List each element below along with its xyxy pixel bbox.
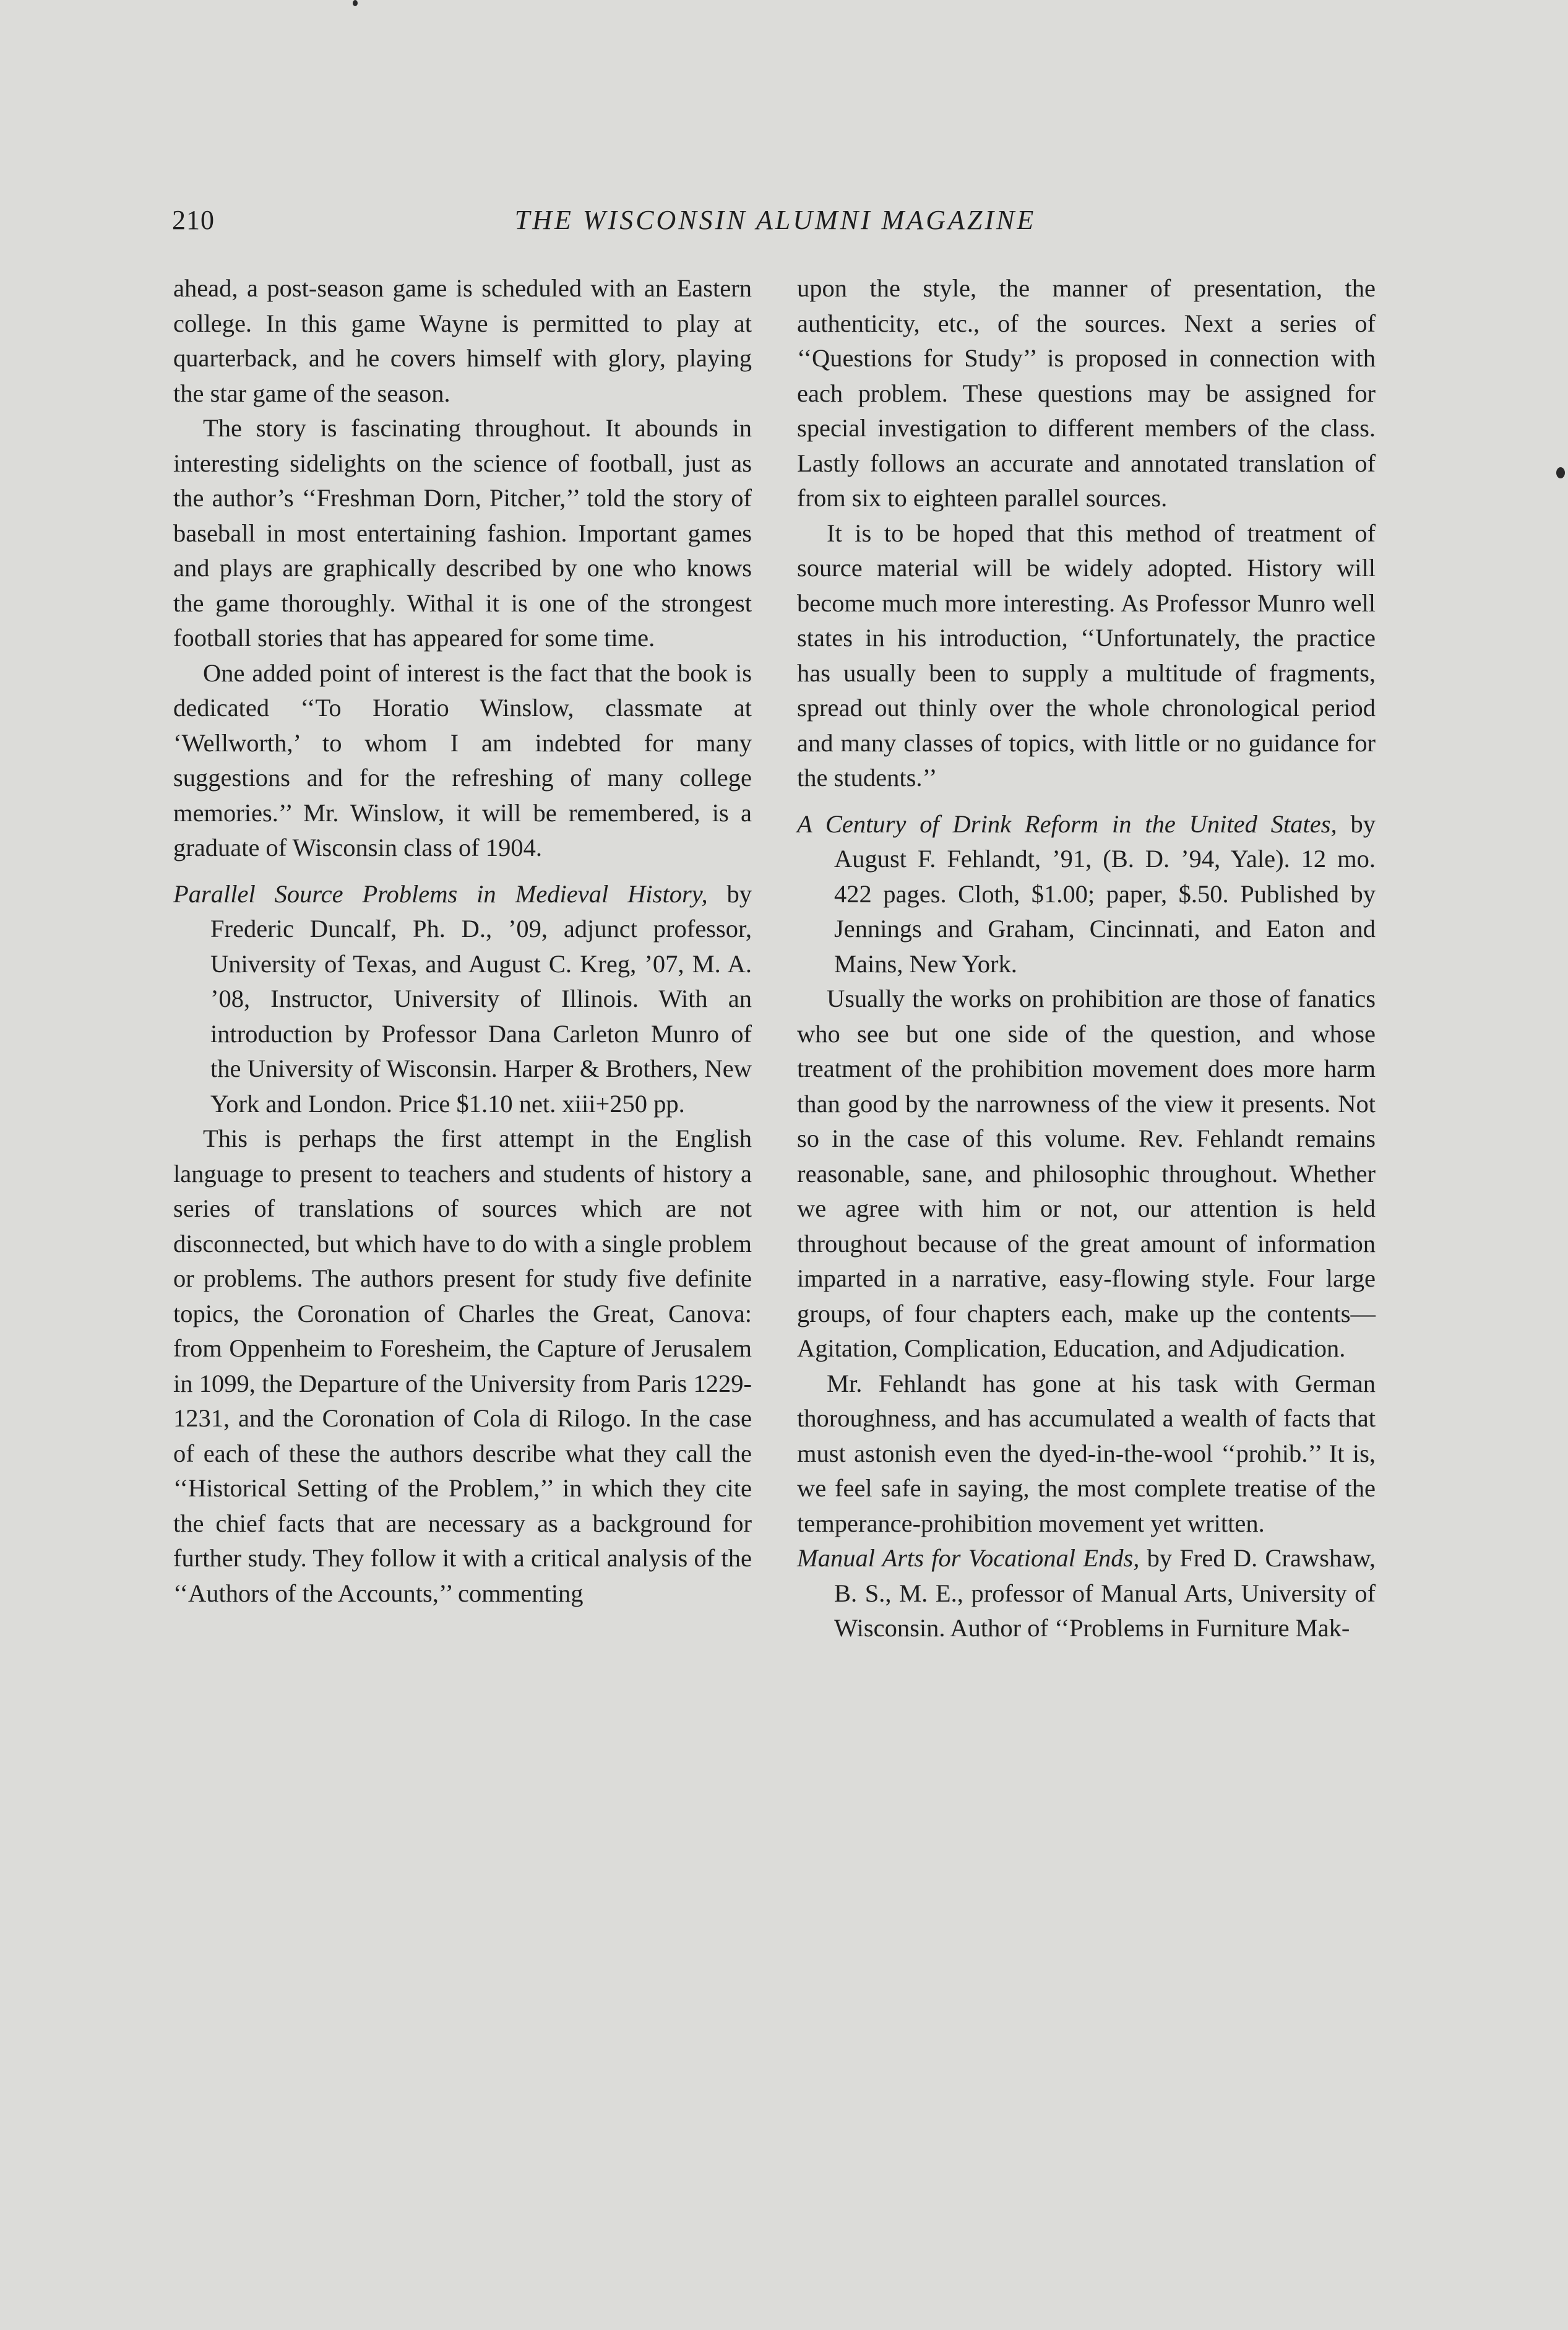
review-paragraph: The story is fascinating throughout. It abounds in interesting sidelights on the science of football, just as the author’s ‘‘Freshman Dorn, Pitcher,’’ told the story of baseball in most entertaining fashion. Important games and plays are graphically described by one who knows the game thoroughly. Withal it is one of the strongest football stories that has appeared for some time. bbox=[173, 414, 752, 652]
page-number: 210 bbox=[172, 205, 215, 235]
book-title: Manual Arts for Vocational Ends, bbox=[797, 1544, 1140, 1572]
book-entry-parallel-source-problems bbox=[173, 877, 752, 1122]
review-paragraph: This is perhaps the first attempt in the English language to present to teachers and students of history a series of translations of sources which are not disconnected, but which have to do with a single problem or problems. The authors present for study five definite topics, the Coronation of Charles the Great, Canova: from Oppenheim to Foresheim, the Capture of Jerusalem in 1099, the Departure of the University from Paris 1229-1231, and the Coronation of Cola di Rilogo. In the case of each of these the authors describe what they call the ‘‘Historical Setting of the Problem,’’ in which they cite the chief facts that are necessary as a background for further study. They follow it with a critical analysis of the ‘‘Authors of the Accounts,’’ commenting bbox=[173, 1124, 752, 1607]
book-details: by Fred D. Crawshaw, B. S., M. E., professor of Manual Arts, University of Wisconsin. Author of ‘‘Problems in Furniture Mak- bbox=[834, 1544, 1376, 1642]
review-paragraph: Mr. Fehlandt has gone at his task with German thoroughness, and has accumulated a wealth of facts that must astonish even the dyed-in-the-wool ‘‘prohib.’’ It is, we feel safe in saying, the most complete treatise of the temperance-prohibition movement yet written. bbox=[797, 1369, 1376, 1537]
review-paragraph: One added point of interest is the fact that the book is dedicated ‘‘To Horatio Winslow, classmate at ‘Wellworth,’ to whom I am indebted for many suggestions and for the refreshing of many college memories.’’ Mr. Winslow, it will be remembered, is a graduate of Wisconsin class of 1904. bbox=[173, 658, 752, 861]
book-entry-manual-arts bbox=[797, 1541, 1376, 1646]
right-column bbox=[797, 271, 1376, 1646]
book-entry-century-of-drink-reform bbox=[797, 807, 1376, 982]
magazine-title: THE WISCONSIN ALUMNI MAGAZINE bbox=[514, 205, 1036, 235]
running-head bbox=[172, 204, 1379, 241]
review-continuation-paragraph: upon the style, the manner of presentation, the authenticity, etc., of the sources. Next a series of ‘‘Questions for Study’’ is proposed in connection with each problem. These questions may be assigned for special investigation to different members of the class. Lastly follows an accurate and annotated translation of from six to eighteen parallel sources. bbox=[797, 274, 1376, 512]
review-paragraph: Usually the works on prohibition are those of fanatics who see but one side of the question, and whose treatment of the prohibition movement does more harm than good by the narrowness of the view it presents. Not so in the case of this volume. Rev. Fehlandt remains reasonable, sane, and philosophic throughout. Whether we agree with him or not, our attention is held throughout because of the great amount of information imparted in a narrative, easy-flowing style. Four large groups, of four chapters each, make up the contents—Agitation, Complication, Education, and Adjudication. bbox=[797, 985, 1376, 1362]
review-paragraph: It is to be hoped that this method of treatment of source material will be widely adopted. History will become much more interesting. As Professor Munro well states in his introduction, ‘‘Unfortunately, the practice has usually been to supply a multitude of fragments, spread out thinly over the whole chronological period and many classes of topics, with little or no guidance for the students.’’ bbox=[797, 519, 1376, 792]
book-details: by Frederic Duncalf, Ph. D., ’09, adjunct professor, University of Texas, and August C. Kreg, ’07, M. A. ’08, Instructor, University of Illinois. With an introduction by Professor Dana Carleton Munro of the University of Wisconsin. Harper & Brothers, New York and London. Price $1.10 net. xiii+250 pp. bbox=[210, 879, 752, 1118]
book-title: A Century of Drink Reform in the United States, bbox=[797, 809, 1337, 838]
ink-speck bbox=[353, 0, 358, 6]
book-details: by August F. Fehlandt, ’91, (B. D. ’94, Yale). 12 mo. 422 pages. Cloth, $1.00; paper, $.50. Published by Jennings and Graham, Cincinnati, and Eaton and Mains, New York. bbox=[834, 809, 1376, 978]
left-column bbox=[173, 271, 752, 1611]
ink-speck bbox=[1556, 467, 1565, 478]
review-continuation-paragraph: ahead, a post-season game is scheduled with an Eastern college. In this game Wayne is permitted to play at quarterback, and he covers himself with glory, playing the star game of the season. bbox=[173, 274, 752, 407]
book-title: Parallel Source Problems in Medieval History, bbox=[173, 879, 708, 908]
